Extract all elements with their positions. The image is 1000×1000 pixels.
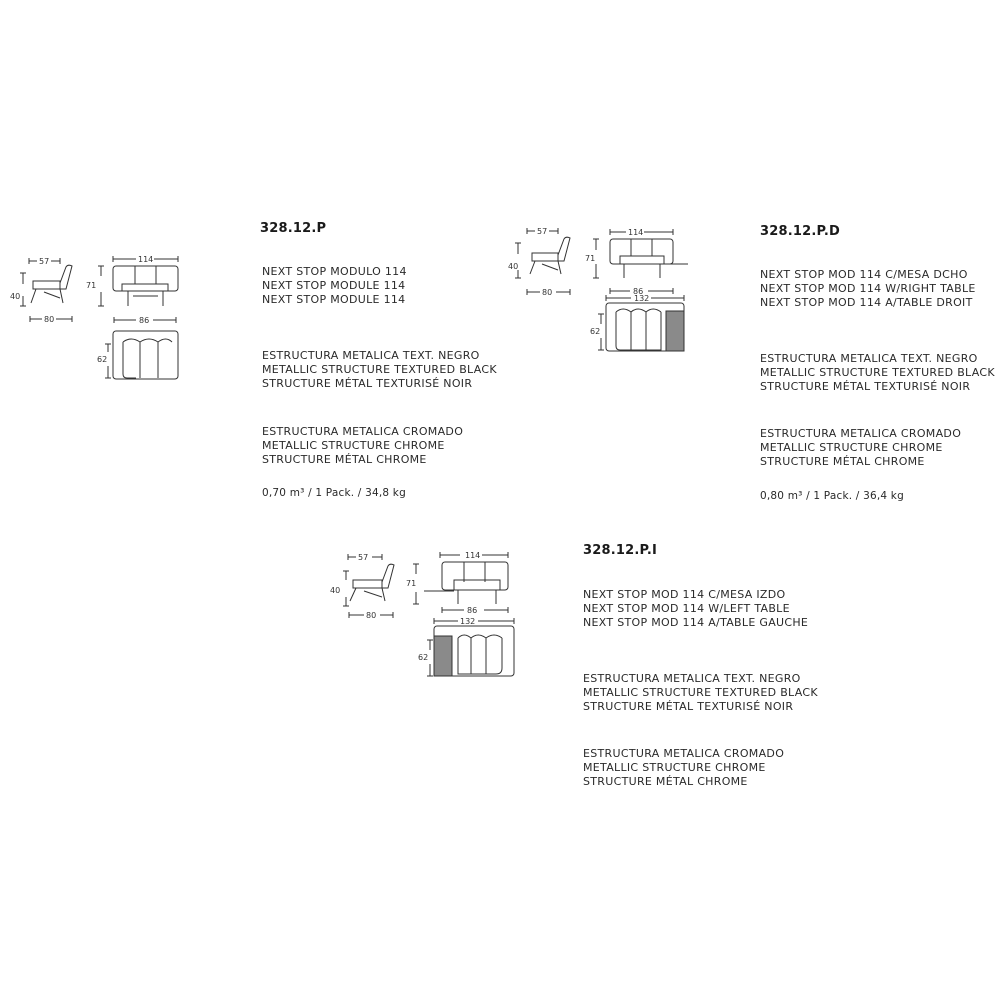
pack-info: 0,70 m³ / 1 Pack. / 34,8 kg: [262, 487, 406, 499]
finish-chrome-fr: STRUCTURE MÉTAL CHROME: [583, 775, 748, 788]
dim-seat-height-label: 40: [330, 586, 341, 595]
finish-black-es: ESTRUCTURA METALICA TEXT. NEGRO: [262, 349, 480, 362]
dim-height-label: 71: [406, 579, 417, 588]
name-en: NEXT STOP MODULE 114: [262, 279, 406, 292]
finish-black-en: METALLIC STRUCTURE TEXTURED BLACK: [583, 686, 818, 699]
front-view: [413, 552, 508, 613]
dim-inner-width-label: 86: [139, 316, 150, 325]
finish-black: [760, 352, 995, 394]
dim-depth-base-label: 80: [542, 288, 553, 297]
dim-plan-width-label: 132: [634, 294, 650, 303]
finish-chrome: [583, 747, 784, 789]
dim-plan-depth-label: 62: [590, 327, 601, 336]
product-names: [262, 265, 407, 307]
finish-chrome-fr: STRUCTURE MÉTAL CHROME: [262, 453, 427, 466]
dim-height-label: 71: [86, 281, 97, 290]
side-view: [343, 554, 394, 618]
side-table-right: [666, 311, 684, 351]
product-code: 328.12.P.I: [583, 543, 658, 558]
dim-depth-top-label: 57: [358, 553, 369, 562]
finish-chrome-es: ESTRUCTURA METALICA CROMADO: [760, 427, 962, 440]
pack-info: 0,80 m³ / 1 Pack. / 36,4 kg: [760, 490, 904, 502]
name-es: NEXT STOP MOD 114 C/MESA IZDO: [583, 588, 786, 601]
dim-seat-height-label: 40: [508, 262, 519, 271]
side-view: [515, 228, 570, 295]
finish-chrome-es: ESTRUCTURA METALICA CROMADO: [583, 747, 785, 760]
product-code: 328.12.P: [260, 221, 327, 236]
finish-chrome-es: ESTRUCTURA METALICA CROMADO: [262, 425, 464, 438]
dim-depth-base-label: 80: [44, 315, 55, 324]
finish-black-es: ESTRUCTURA METALICA TEXT. NEGRO: [760, 352, 978, 365]
name-en: NEXT STOP MOD 114 W/RIGHT TABLE: [760, 282, 976, 295]
finish-chrome-en: METALLIC STRUCTURE CHROME: [760, 441, 943, 454]
name-es: NEXT STOP MOD 114 C/MESA DCHO: [760, 268, 968, 281]
front-view: [98, 256, 178, 323]
product-code: 328.12.P.D: [760, 224, 840, 239]
drawing-328-12-p-i: [320, 540, 530, 700]
plan-view: [105, 331, 178, 379]
plan-view: [427, 618, 514, 676]
dim-width-label: 114: [138, 255, 154, 264]
finish-black-en: METALLIC STRUCTURE TEXTURED BLACK: [760, 366, 995, 379]
finish-chrome: [760, 427, 961, 469]
finish-black-en: METALLIC STRUCTURE TEXTURED BLACK: [262, 363, 497, 376]
front-view: [593, 229, 688, 294]
dim-width-label: 114: [465, 551, 481, 560]
name-es: NEXT STOP MODULO 114: [262, 265, 407, 278]
finish-black-fr: STRUCTURE MÉTAL TEXTURISÉ NOIR: [583, 700, 794, 713]
dim-height-label: 71: [585, 254, 596, 263]
finish-chrome-en: METALLIC STRUCTURE CHROME: [262, 439, 445, 452]
finish-black-fr: STRUCTURE MÉTAL TEXTURISÉ NOIR: [760, 380, 971, 393]
product-names: [583, 588, 808, 630]
dim-seat-height-label: 40: [10, 292, 21, 301]
dim-width-label: 114: [628, 228, 644, 237]
plan-view: [598, 295, 684, 351]
name-fr: NEXT STOP MODULE 114: [262, 293, 406, 306]
name-fr: NEXT STOP MOD 114 A/TABLE GAUCHE: [583, 616, 809, 629]
side-table-left: [434, 636, 452, 676]
dim-depth-top-label: 57: [537, 227, 548, 236]
side-view: [20, 258, 72, 322]
drawing-328-12-p-d: [490, 210, 700, 370]
finish-chrome-en: METALLIC STRUCTURE CHROME: [583, 761, 766, 774]
finish-chrome: [262, 425, 463, 467]
dim-depth-top-label: 57: [39, 257, 50, 266]
finish-chrome-fr: STRUCTURE MÉTAL CHROME: [760, 455, 925, 468]
dim-inner-width-label: 86: [467, 606, 478, 615]
name-en: NEXT STOP MOD 114 W/LEFT TABLE: [583, 602, 790, 615]
finish-black-fr: STRUCTURE MÉTAL TEXTURISÉ NOIR: [262, 377, 473, 390]
product-names: [760, 268, 976, 310]
dim-depth-base-label: 80: [366, 611, 377, 620]
dim-plan-width-label: 132: [460, 617, 476, 626]
dim-plan-depth-label: 62: [97, 355, 108, 364]
drawing-328-12-p: [0, 0, 200, 400]
finish-black: [583, 672, 818, 714]
finish-black: [262, 349, 497, 391]
finish-black-es: ESTRUCTURA METALICA TEXT. NEGRO: [583, 672, 801, 685]
dim-plan-depth-label: 62: [418, 653, 429, 662]
name-fr: NEXT STOP MOD 114 A/TABLE DROIT: [760, 296, 973, 309]
dim-inner-width-label: 86: [633, 287, 644, 296]
